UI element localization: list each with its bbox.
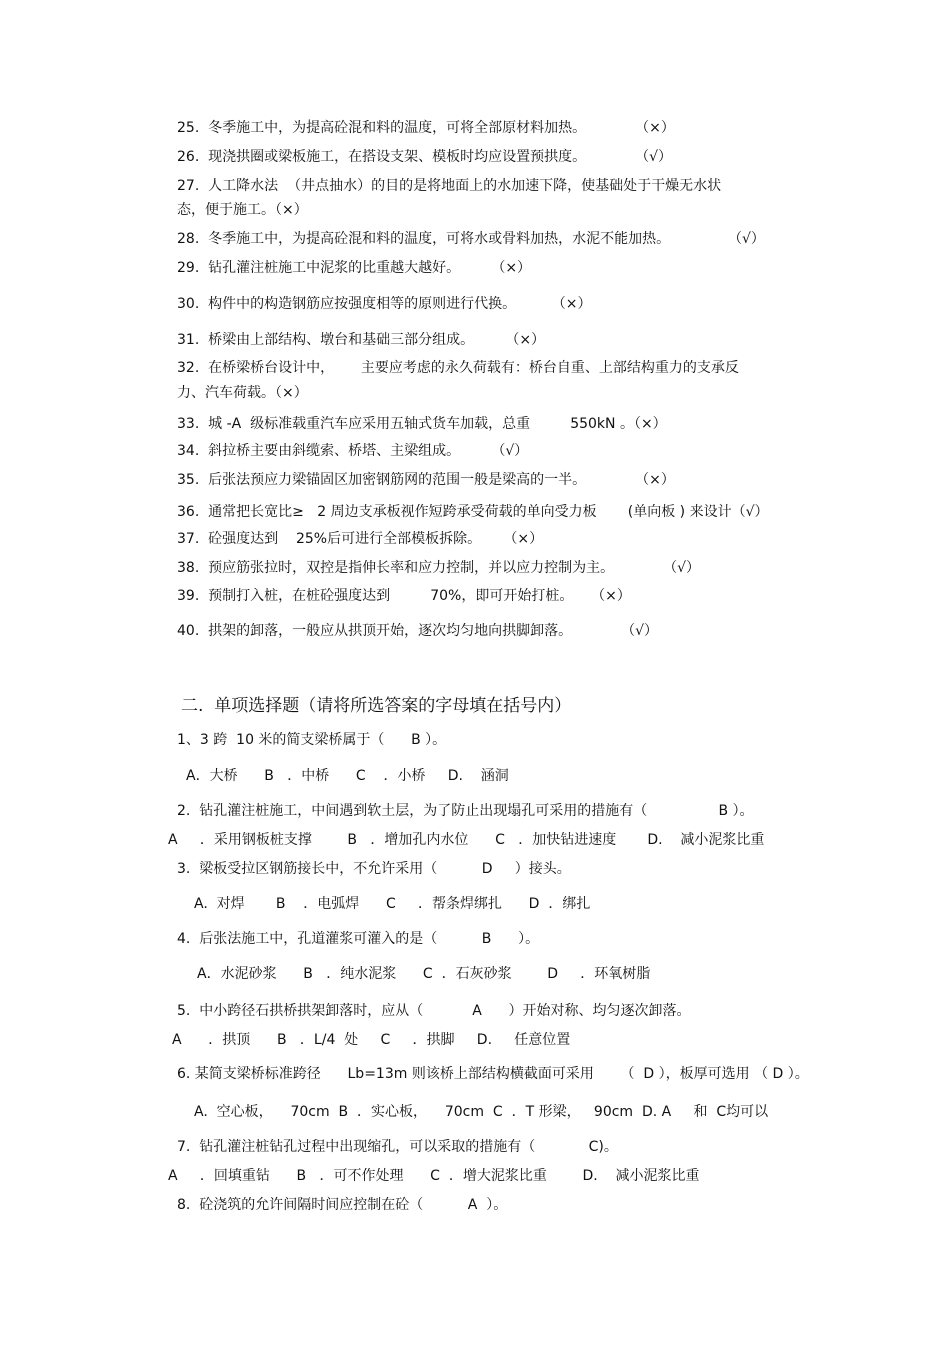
choice-question-3: 3. 梁板受拉区钢筋接长中，不允许采用（ D ）接头。 [177, 861, 571, 877]
question-33: 33. 城 -A 级标准载重汽车应采用五轴式货车加载，总重 550kN 。（×） [177, 416, 667, 432]
choice-options-4: A．水泥砂浆 B ．纯水泥浆 C ．石灰砂浆 D ．环氧树脂 [197, 966, 651, 982]
choice-options-3: A. 对焊 B ．电弧焊 C ．帮条焊绑扎 D ．绑扎 [194, 896, 591, 912]
question-27-line-1: 27. 人工降水法 （井点抽水）的目的是将地面上的水加速下降，使基础处于干燥无水状 [177, 178, 722, 194]
choice-question-2: 2. 钻孔灌注桩施工，中间遇到软土层，为了防止出现塌孔可采用的措施有（ B ）。 [177, 803, 754, 819]
choice-options-2: A ．采用钢板桩支撑 B ．增加孔内水位 C ．加快钻进速度 D. 减小泥浆比重 [168, 832, 765, 848]
choice-question-8: 8. 砼浇筑的允许间隔时间应控制在砼（ A ）。 [177, 1197, 508, 1213]
question-31: 31. 桥梁由上部结构、墩台和基础三部分组成。 （×） [177, 332, 546, 348]
question-27-line-2: 态，便于施工。（×） [177, 202, 308, 218]
choice-options-1: A．大桥 B ．中桥 C ．小桥 D. 涵洞 [186, 768, 509, 784]
question-28: 28. 冬季施工中，为提高砼混和料的温度，可将水或骨料加热，水泥不能加热。 （√） [177, 231, 765, 247]
question-35: 35. 后张法预应力梁锚固区加密钢筋网的范围一般是梁高的一半。 （×） [177, 472, 675, 488]
choice-question-4: 4. 后张法施工中，孔道灌浆可灌入的是（ B ）。 [177, 931, 540, 947]
question-36: 36. 通常把长宽比≥ 2 周边支承板视作短跨承受荷载的单向受力板 (单向板 ) 来设计（√） [177, 504, 769, 520]
question-39: 39. 预制打入桩，在桩砼强度达到 70%，即可开始打桩。 （×） [177, 588, 631, 604]
question-37: 37. 砼强度达到 25%后可进行全部模板拆除。 （×） [177, 531, 544, 547]
question-40: 40. 拱架的卸落，一般应从拱顶开始，逐次均匀地向拱脚卸落。 （√） [177, 623, 659, 639]
question-25: 25. 冬季施工中，为提高砼混和料的温度，可将全部原材料加热。 （×） [177, 120, 675, 136]
choice-question-1: 1、3 跨 10 米的简支梁桥属于（ B ）。 [177, 732, 447, 748]
choice-options-6: A. 空心板， 70cm B ．实心板， 70cm C ．T 形梁， 90cm D. A 和 C均可以 [194, 1104, 769, 1120]
question-29: 29. 钻孔灌注桩施工中泥浆的比重越大越好。 （×） [177, 260, 532, 276]
question-34: 34. 斜拉桥主要由斜缆索、桥塔、主梁组成。 （√） [177, 443, 529, 459]
choice-options-7: A ．回填重钻 B ．可不作处理 C ．增大泥浆比重 D. 减小泥浆比重 [168, 1168, 700, 1184]
question-38: 38. 预应筋张拉时，双控是指伸长率和应力控制，并以应力控制为主。 （√） [177, 560, 701, 576]
choice-options-5: A ．拱顶 B ．L/4 处 C ．拱脚 D. 任意位置 [172, 1032, 571, 1048]
choice-question-5: 5. 中小跨径石拱桥拱架卸落时，应从（ A ）开始对称、均匀逐次卸落。 [177, 1003, 691, 1019]
question-32-line-1: 32. 在桥梁桥台设计中， 主要应考虑的永久荷载有：桥台自重、上部结构重力的支承反 [177, 360, 739, 376]
choice-question-7: 7. 钻孔灌注桩钻孔过程中出现缩孔，可以采取的措施有（ C)。 [177, 1139, 618, 1155]
question-30: 30. 构件中的构造钢筋应按强度相等的原则进行代换。 （×） [177, 296, 592, 312]
question-32-line-2: 力、汽车荷载。（×） [177, 385, 308, 401]
question-26: 26. 现浇拱圈或梁板施工，在搭设支架、模板时均应设置预拱度。 （√） [177, 149, 673, 165]
choice-question-6: 6. 某简支梁桥标准跨径 Lb=13m 则该桥上部结构横截面可采用 （ D ），板厚可选用 （ D ）。 [177, 1066, 809, 1082]
section-heading: 二. 单项选择题（请将所选答案的字母填在括号内） [181, 696, 572, 716]
